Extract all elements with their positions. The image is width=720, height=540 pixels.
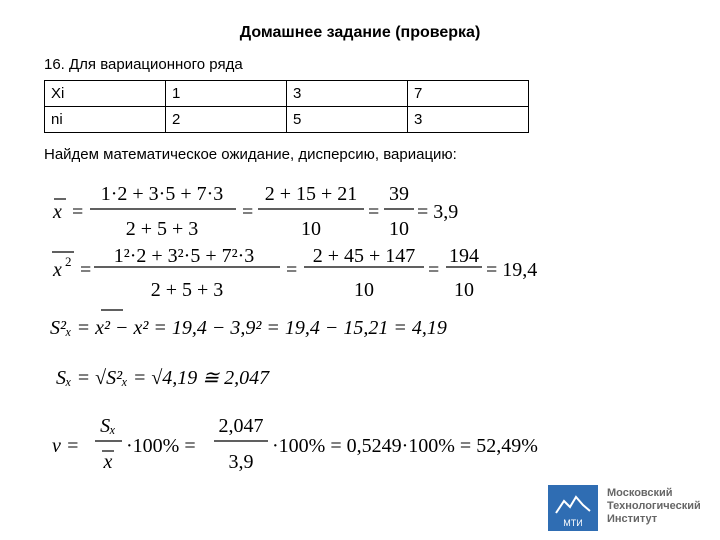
- fraction-denominator: 10: [454, 279, 474, 301]
- fraction-numerator: 1·2 + 3·5 + 7·3: [100, 183, 224, 205]
- fraction-numerator: 2,047: [218, 415, 264, 437]
- superscript: 2: [65, 254, 72, 269]
- formula-std-dev: [56, 367, 270, 389]
- equals-sign: =: [242, 201, 254, 223]
- table-cell: 2: [166, 107, 287, 133]
- fraction-numerator: 1²·2 + 3²·5 + 7²·3: [113, 245, 255, 267]
- table-cell: 7: [408, 81, 529, 107]
- logo-line: Технологический: [607, 500, 701, 512]
- page-title: Домашнее задание (проверка): [239, 24, 481, 41]
- formula-lhs: x: [53, 259, 62, 281]
- fraction-denominator: 10: [301, 218, 321, 240]
- logo-badge-text: МТИ: [563, 518, 583, 528]
- mountain-icon: [548, 485, 598, 531]
- table-cell: 3: [408, 107, 529, 133]
- table-cell: 5: [287, 107, 408, 133]
- formula-lhs: x: [53, 201, 62, 223]
- equals-sign: =: [368, 201, 380, 223]
- table-cell: Xi: [45, 81, 166, 107]
- table-cell: 1: [166, 81, 287, 107]
- formula-variance: [50, 310, 447, 339]
- formula-text: S²ₓ = x² − x² = 19,4 − 3,9² = 19,4 − 15,21 = 4,19: [50, 317, 447, 339]
- institute-logo: [548, 485, 598, 531]
- fraction-denominator: 2 + 5 + 3: [125, 218, 199, 240]
- formula-result: = 19,4: [486, 259, 538, 281]
- fraction-numerator: 2 + 15 + 21: [264, 183, 358, 205]
- fraction-numerator: Sₓ: [100, 415, 116, 437]
- fraction-denominator: 10: [389, 218, 409, 240]
- formula-variation: [52, 415, 538, 473]
- formula-result: = 3,9: [417, 201, 459, 223]
- fraction-numerator: 194: [449, 245, 479, 267]
- formula-text: ·100% =: [126, 435, 196, 457]
- equals-sign: =: [286, 259, 298, 281]
- formula-mean: [52, 183, 458, 240]
- equals-sign: =: [72, 201, 84, 223]
- fraction-numerator: 39: [389, 183, 409, 205]
- fraction-denominator: x: [103, 451, 113, 473]
- formula-second-moment: [52, 245, 537, 301]
- logo-line: Московский: [607, 487, 673, 499]
- task-text: 16. Для вариационного ряда: [44, 56, 243, 73]
- logo-line: Институт: [607, 513, 658, 525]
- fraction-denominator: 3,9: [228, 451, 254, 473]
- formula-text: Sₓ = √S²ₓ = √4,19 ≅ 2,047: [56, 367, 270, 389]
- institute-name: [607, 487, 701, 526]
- intro-text: Найдем математическое ожидание, дисперсию, вариацию:: [44, 146, 457, 163]
- fraction-denominator: 2 + 5 + 3: [150, 279, 224, 301]
- formula-result: ·100% = 0,5249·100% = 52,49%: [272, 435, 538, 457]
- formula-lhs: ν =: [52, 435, 80, 457]
- equals-sign: =: [428, 259, 440, 281]
- table-cell: ni: [45, 107, 166, 133]
- equals-sign: =: [80, 259, 92, 281]
- fraction-denominator: 10: [354, 279, 374, 301]
- table-cell: 3: [287, 81, 408, 107]
- fraction-numerator: 2 + 45 + 147: [312, 245, 416, 267]
